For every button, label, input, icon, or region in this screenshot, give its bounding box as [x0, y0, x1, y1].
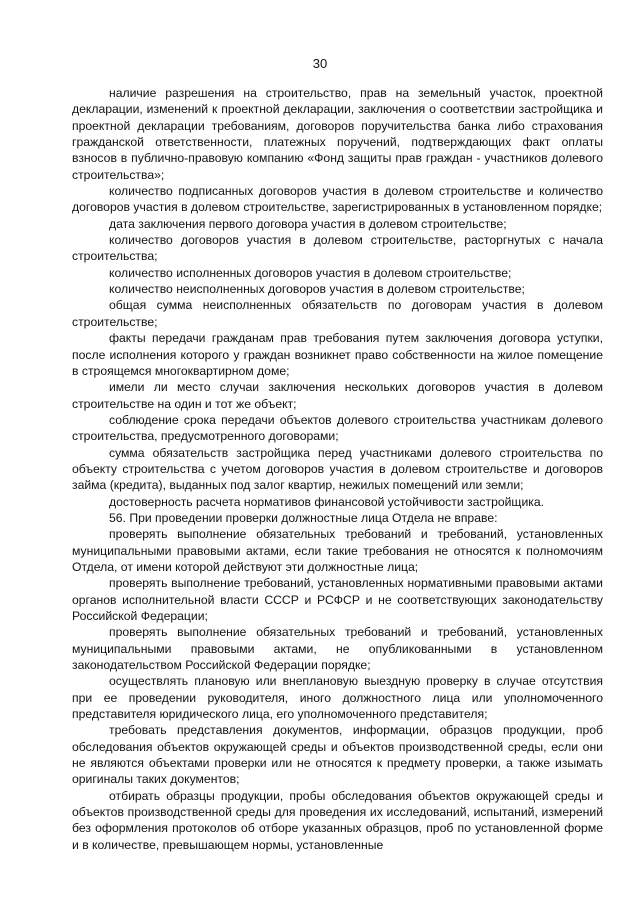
paragraph-prohibition-5: требовать представления документов, информации, образцов продукции, проб обследования объектов окружающей среды и объектов производственной среды, если они не являются объектами проверки или не относятся к предмету проверки, а также изымать оригиналы таких документов; [72, 723, 603, 787]
page-number: 30 [312, 56, 328, 71]
paragraph-developer-obligations: сумма обязательств застройщика перед участниками долевого строительства по объекту строительства с учетом договоров участия в долевом строительстве и договоров займа (кредита), выданных под залог квартир, нежилых помещений или земли; [72, 445, 603, 493]
paragraph-signed-contracts: количество подписанных договоров участия в долевом строительстве и количество договоров участия в долевом строительстве, зарегистрированных в установленном порядке; [72, 184, 603, 215]
paragraph-prohibition-1: проверять выполнение обязательных требований и требований, установленных муниципальными правовыми актами, если такие требования не относятся к полномочиям Отдела, от имени которой действуют эти должностные лица; [72, 527, 603, 574]
paragraph-unfulfilled-total: общая сумма неисполненных обязательств по договорам участия в долевом строительстве; [72, 298, 603, 329]
paragraph-item-56: 56. При проведении проверки должностные лица Отдела не вправе: [109, 510, 498, 525]
paragraph-fulfilled-contracts: количество исполненных договоров участия в долевом строительстве; [109, 265, 512, 280]
paragraph-terminated-contracts: количество договоров участия в долевом строительстве, расторгнутых с начала строительства; [72, 233, 603, 264]
document-body [72, 85, 603, 853]
paragraph-financial-stability: достоверность расчета нормативов финансовой устойчивости застройщика. [109, 494, 545, 509]
paragraph-first-contract-date: дата заключения первого договора участия в долевом строительстве; [109, 216, 507, 231]
paragraph-transfer-deadline: соблюдение срока передачи объектов долевого строительства участникам долевого строительства, предусмотренного договорами; [72, 412, 603, 444]
paragraph-multiple-contracts: имели ли место случаи заключения нескольких договоров участия в долевом строительстве на один и тот же объект; [72, 380, 603, 411]
paragraph-prohibition-6: отбирать образцы продукции, пробы обследования объектов окружающей среды и объектов производственной среды для проведения их исследований, испытаний, измерений без оформления протоколов об отборе указанных образцов, проб по установленной форме и в количестве, превышающем нормы, установленные [72, 788, 603, 852]
paragraph-prohibition-2: проверять выполнение требований, установленных нормативными правовыми актами органов исполнительной власти СССР и РСФСР и не соответствующих законодательству Российской Федерации; [72, 576, 603, 623]
paragraph-prohibition-4: осуществлять плановую или внеплановую выездную проверку в случае отсутствия при ее проведении руководителя, иного должностного лица или уполномоченного представителя юридического лица, его уполномоченного представителя; [72, 674, 603, 722]
paragraph-rights-assignment: факты передачи гражданам прав требования путем заключения договора уступки, после исполнения которого у граждан возникнет право собственности на жилое помещение в строящемся многоквартирном доме; [72, 331, 603, 378]
paragraph-unfulfilled-contracts: количество неисполненных договоров участия в долевом строительстве; [109, 282, 525, 297]
paragraph-prohibition-3: проверять выполнение обязательных требований и требований, установленных муниципальными правовыми актами, не опубликованными в установленном законодательством Российской Федерации порядке; [72, 625, 603, 673]
paragraph-permits-list: наличие разрешения на строительство, прав на земельный участок, проектной декларации, изменений к проектной декларации, заключения о соответствии застройщика и проектной декларации требованиям, договоров поручительства банка либо страхования гражданской ответственности, платежных поручений, подтверждающих факт оплаты взносов в публично-правовую компанию «Фонд защиты прав граждан - участников долевого строительства»; [72, 86, 603, 182]
